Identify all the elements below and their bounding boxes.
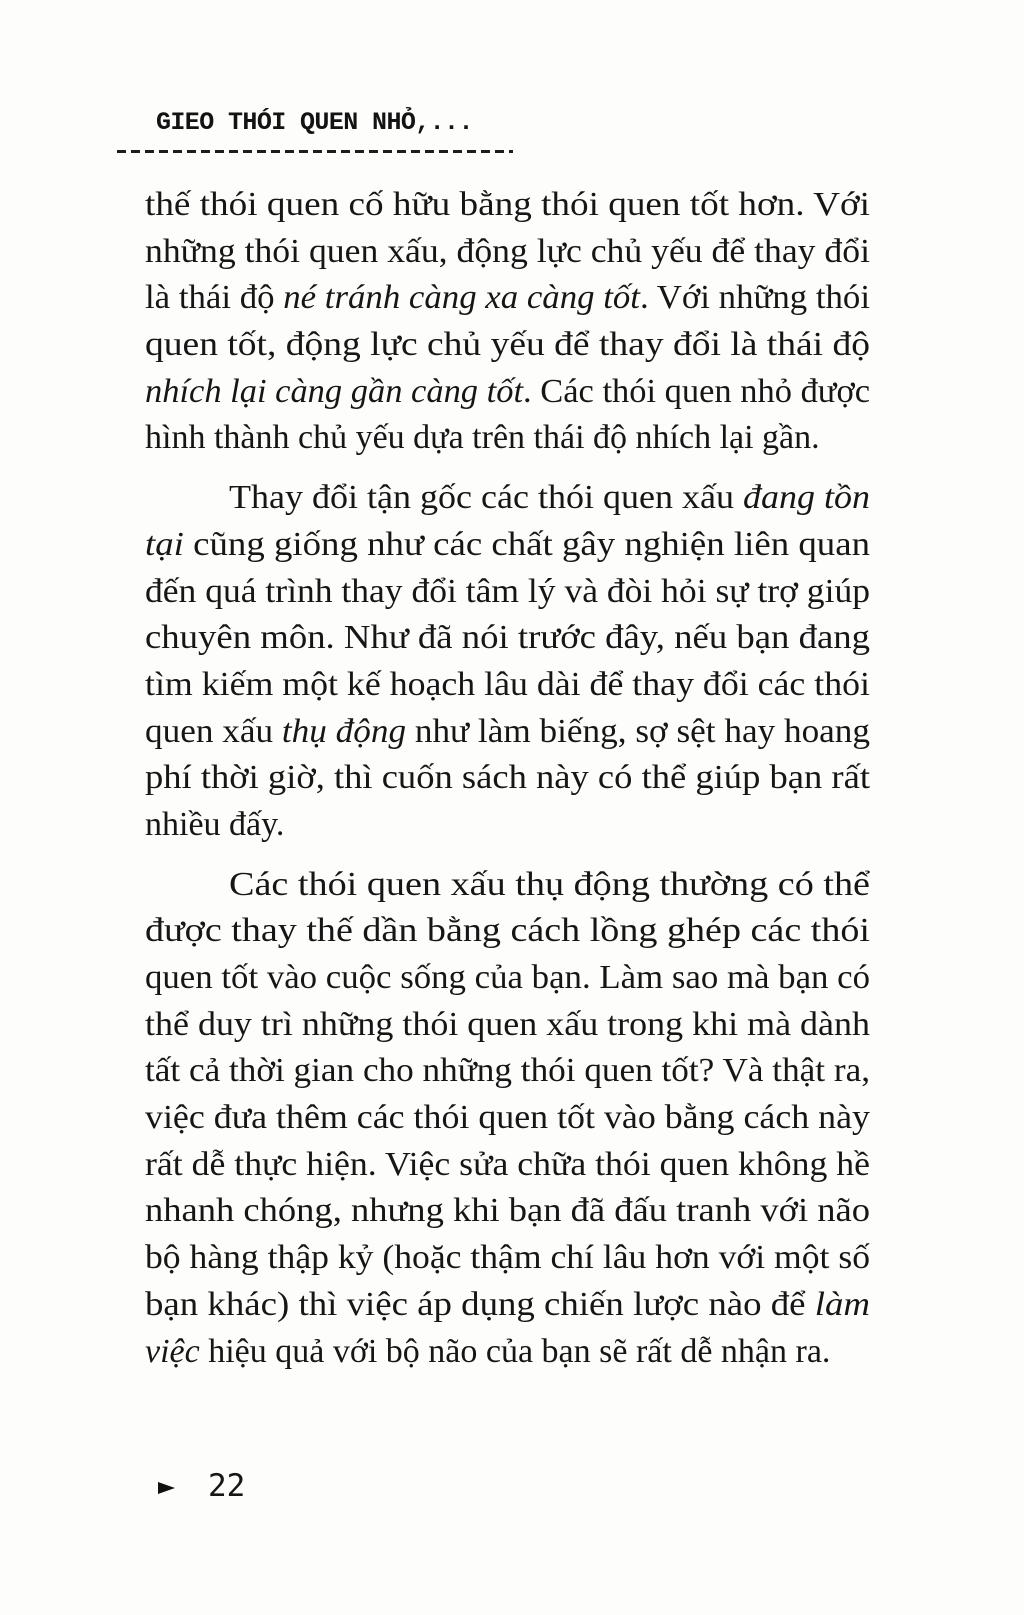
text-line: rất dễ thực hiện. Việc sửa chữa thói quen không hề xyxy=(145,1145,870,1183)
text-line: thế thói quen cố hữu bằng thói quen tốt hơn. Với xyxy=(145,186,870,223)
text-line: hình thành chủ yếu dựa trên thái độ nhích lại gần. xyxy=(145,419,820,457)
paragraph xyxy=(145,475,870,849)
text-line: phí thời giờ, thì cuốn sách này có thể giúp bạn rất xyxy=(145,759,871,797)
running-header-title: GIEO THÓI QUEN NHỎ,... xyxy=(156,108,473,137)
text-line: là thái độ né tránh càng xa càng tốt. Với những thói xyxy=(145,279,870,317)
text-line: thể duy trì những thói quen xấu trong khi mà dành xyxy=(145,1005,870,1043)
text-line: quen xấu thụ động như làm biếng, sợ sệt hay hoang xyxy=(145,712,870,750)
text-line: tại cũng giống như các chất gây nghiện liên quan xyxy=(145,525,870,563)
header-dashed-rule xyxy=(117,150,513,153)
text-line: nhiều đấy. xyxy=(145,805,285,843)
text-line: Các thói quen xấu thụ động thường có thể xyxy=(229,865,870,903)
body-text xyxy=(145,182,870,1375)
text-line: chuyên môn. Như đã nói trước đây, nếu bạn đang xyxy=(145,619,870,657)
text-line: bạn khác) thì việc áp dụng chiến lược nào để làm xyxy=(145,1285,870,1323)
text-line: đến quá trình thay đổi tâm lý và đòi hỏi sự trợ giúp xyxy=(145,572,870,610)
text-line: bộ hàng thập kỷ (hoặc thậm chí lâu hơn với một số xyxy=(145,1239,870,1277)
page-number: 22 xyxy=(208,1468,246,1504)
right-triangle-icon xyxy=(158,1482,175,1494)
text-line: tất cả thời gian cho những thói quen tốt? Và thật ra, xyxy=(145,1052,870,1090)
text-line: quen tốt, động lực chủ yếu để thay đổi là thái độ xyxy=(145,326,870,364)
page-header xyxy=(156,108,473,137)
page-footer xyxy=(158,1468,245,1504)
paragraph xyxy=(145,862,870,1376)
text-line: tìm kiếm một kế hoạch lâu dài để thay đổi các thói xyxy=(145,665,870,703)
text-line: việc đưa thêm các thói quen tốt vào bằng cách này xyxy=(145,1099,870,1137)
text-line: những thói quen xấu, động lực chủ yếu để thay đổi xyxy=(145,232,870,270)
text-line: được thay thế dần bằng cách lồng ghép các thói xyxy=(145,912,870,950)
text-line: nhanh chóng, nhưng khi bạn đã đấu tranh với não xyxy=(145,1192,870,1230)
text-line: quen tốt vào cuộc sống của bạn. Làm sao mà bạn có xyxy=(145,959,871,996)
text-line: việc hiệu quả với bộ não của bạn sẽ rất dễ nhận ra. xyxy=(145,1332,831,1370)
paragraph xyxy=(145,182,870,462)
text-line: nhích lại càng gần càng tốt. Các thói quen nhỏ được xyxy=(145,372,870,410)
text-line: Thay đổi tận gốc các thói quen xấu đang tồn xyxy=(229,479,870,517)
